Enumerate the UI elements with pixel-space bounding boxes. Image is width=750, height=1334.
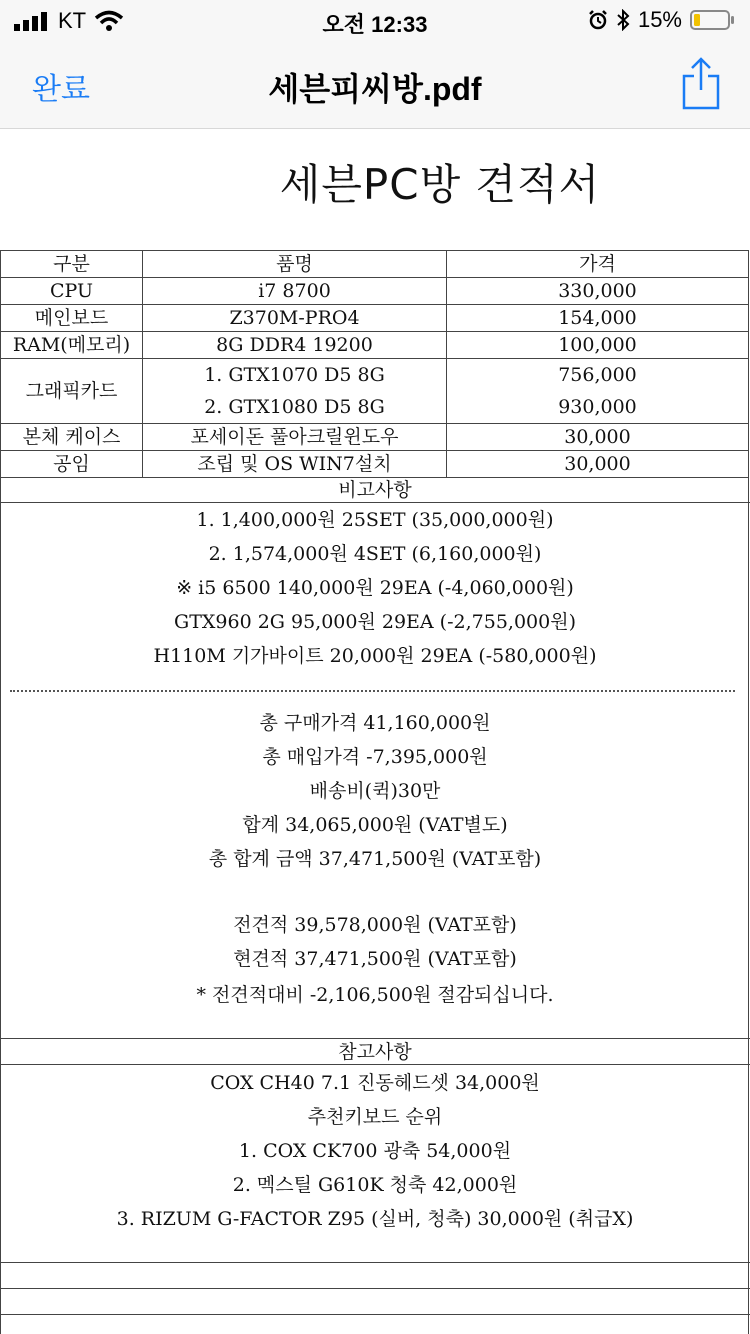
alarm-icon — [588, 10, 608, 30]
cell-item: i7 8700 — [143, 278, 447, 305]
nav-bar — [0, 40, 750, 129]
remark-line: 1. 1,400,000원 25SET (35,000,000원) — [196, 509, 554, 531]
cell-category: 그래픽카드 — [1, 359, 143, 424]
cell-price: 930,000 — [558, 396, 637, 418]
status-bar — [0, 0, 750, 40]
table-row — [1, 451, 749, 478]
cell-price: 756,000 — [558, 364, 637, 386]
cell-price-multi — [447, 359, 749, 424]
battery-icon — [690, 9, 736, 31]
compare-line: 전견적 39,578,000원 (VAT포함) — [233, 914, 517, 936]
divider — [0, 502, 750, 503]
cell-category: CPU — [1, 278, 143, 305]
total-line: 총 구매가격 41,160,000원 — [259, 712, 491, 734]
remark-line: H110M 기가바이트 20,000원 29EA (-580,000원) — [153, 645, 597, 667]
document-title: 세븐PC방 견적서 — [279, 160, 601, 209]
total-line: 총 합계 금액 37,471,500원 (VAT포함) — [208, 848, 542, 870]
divider — [0, 1064, 750, 1065]
remark-line: ※ i5 6500 140,000원 29EA (-4,060,000원) — [176, 577, 574, 599]
file-title: 세븐피씨방.pdf — [268, 71, 482, 107]
cell-price: 30,000 — [447, 451, 749, 478]
carrier-label: KT — [58, 8, 87, 33]
table-row — [1, 332, 749, 359]
divider — [0, 1314, 750, 1315]
reference-line: 추천키보드 순위 — [307, 1106, 443, 1128]
dotted-divider — [10, 690, 735, 692]
divider — [0, 1262, 750, 1263]
header-price: 가격 — [447, 251, 749, 278]
compare-line: * 전견적대비 -2,106,500원 절감되십니다. — [196, 984, 554, 1006]
reference-line: 1. COX CK700 광축 54,000원 — [238, 1140, 512, 1162]
cell-item: 포세이돈 풀아크릴윈도우 — [143, 424, 447, 451]
reference-line: 3. RIZUM G-FACTOR Z95 (실버, 청축) 30,000원 (취급X) — [116, 1208, 634, 1230]
cell-price: 100,000 — [447, 332, 749, 359]
table-row — [1, 424, 749, 451]
cell-item: 1. GTX1070 D5 8G — [204, 364, 385, 386]
cell-item: 8G DDR4 19200 — [143, 332, 447, 359]
remark-line: GTX960 2G 95,000원 29EA (-2,755,000원) — [174, 611, 576, 633]
cell-item: Z370M-PRO4 — [143, 305, 447, 332]
total-line: 총 매입가격 -7,395,000원 — [262, 746, 488, 768]
compare-line: 현견적 37,471,500원 (VAT포함) — [233, 948, 517, 970]
status-time: 오전 12:33 — [322, 12, 428, 37]
cell-category: 공임 — [1, 451, 143, 478]
header-category: 구분 — [1, 251, 143, 278]
done-button[interactable]: 완료 — [32, 73, 90, 106]
status-right — [588, 7, 736, 33]
bluetooth-icon — [616, 9, 630, 31]
table-row — [1, 359, 749, 424]
header-item: 품명 — [143, 251, 447, 278]
share-icon — [680, 56, 722, 110]
table-row — [1, 278, 749, 305]
total-line: 합계 34,065,000원 (VAT별도) — [242, 814, 508, 836]
table-row — [1, 305, 749, 332]
cell-item-multi — [143, 359, 447, 424]
cell-category: 본체 케이스 — [1, 424, 143, 451]
cell-item: 2. GTX1080 D5 8G — [204, 396, 385, 418]
estimate-table — [0, 250, 749, 478]
cell-price: 330,000 — [447, 278, 749, 305]
reference-line: COX CH40 7.1 진동헤드셋 34,000원 — [210, 1072, 540, 1094]
cell-price: 30,000 — [447, 424, 749, 451]
table-header-row — [1, 251, 749, 278]
cell-price: 154,000 — [447, 305, 749, 332]
cell-category: 메인보드 — [1, 305, 143, 332]
share-button[interactable] — [680, 56, 722, 115]
reference-line: 2. 멕스틸 G610K 청축 42,000원 — [232, 1174, 518, 1196]
divider — [0, 1038, 750, 1039]
battery-percent: 15% — [637, 7, 682, 32]
remark-line: 2. 1,574,000원 4SET (6,160,000원) — [208, 543, 542, 565]
total-line: 배송비(퀵)30만 — [309, 780, 441, 802]
cell-item: 조립 및 OS WIN7설치 — [143, 451, 447, 478]
remarks-header: 비고사항 — [338, 479, 412, 501]
references-header: 참고사항 — [338, 1041, 412, 1063]
cell-category: RAM(메모리) — [1, 332, 143, 359]
divider — [0, 1288, 750, 1289]
